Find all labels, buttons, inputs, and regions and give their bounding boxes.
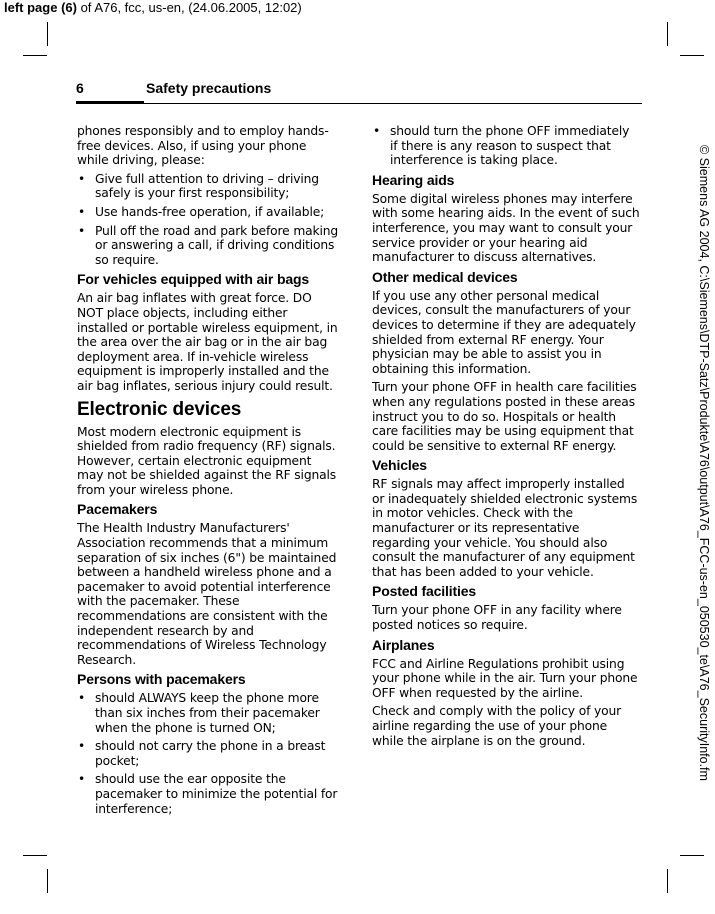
- print-header-info: of A76, fcc, us-en, (24.06.2005, 12:02): [76, 0, 302, 15]
- hearing-aids-heading: Hearing aids: [372, 171, 455, 188]
- electronic-devices-heading: Electronic devices: [77, 398, 242, 420]
- posted-facilities-paragraph: Turn your phone OFF in any facility where posted notices so require.: [372, 603, 622, 633]
- crop-mark-top-left-vertical: [47, 22, 48, 46]
- airbags-heading: For vehicles equipped with air bags: [77, 271, 310, 288]
- persons-pacemakers-list: [77, 691, 341, 816]
- persons-pacemakers-list-continued: [372, 124, 640, 168]
- crop-mark-bottom-left-horizontal: [23, 855, 47, 856]
- airplanes-paragraph-2: Check and comply with the policy of your airline regarding the use of your phone while the airplane is on the ground.: [372, 704, 622, 748]
- list-item: • should turn the phone OFF immediately if there is any reason to suspect that interference is taking place.: [372, 124, 640, 168]
- page-title: Safety precautions: [146, 80, 272, 96]
- print-header: [4, 0, 302, 15]
- airbags-paragraph: An air bag inflates with great force. DO NOT place objects, including either installed or portable wireless equipment, in the area over the air bag or in the air bag deployment area. If in-vehicle wireless equipment is improperly installed and the air bag inflates, serious injury could result.: [77, 291, 338, 393]
- list-item: • Use hands-free operation, if available;: [77, 205, 341, 220]
- pacemakers-paragraph: The Health Industry Manufacturers' Association recommends that a minimum separation of six inches (6") be maintained between a handheld wireless phone and a pacemaker to avoid potential interference with the pacemaker. These recommendations are consistent with the independent research by and recommendations of Wireless Technology Research.: [77, 521, 337, 667]
- crop-mark-bottom-left-vertical: [47, 869, 48, 893]
- crop-mark-top-right-horizontal: [680, 55, 704, 56]
- airplanes-paragraph-1: FCC and Airline Regulations prohibit using your phone while in the air. Turn your phone OFF when requested by the airline.: [372, 656, 638, 700]
- header-rule-thick: [76, 101, 144, 104]
- airplanes-heading: Airplanes: [372, 636, 435, 653]
- crop-mark-bottom-right-horizontal: [680, 855, 704, 856]
- header-rule-thin: [144, 103, 642, 104]
- right-column: [372, 124, 640, 752]
- list-item: • should not carry the phone in a breast pocket;: [77, 739, 341, 768]
- crop-mark-top-right-vertical: [667, 22, 668, 46]
- side-note-copyright: © Siemens AG 2004, C:\Siemens\DTP-Satz\Produkte\A76\output\A76_FCC-us-en_050530_te\A76_SecurityInfo.fm: [697, 145, 711, 781]
- other-medical-paragraph-2: Turn your phone OFF in health care facilities when any regulations posted in these areas instruct you to do so. Hospitals or health care facilities may be using equipment that could be sensitive to external RF energy.: [372, 380, 637, 453]
- vehicles-heading: Vehicles: [372, 457, 427, 474]
- pacemakers-heading: Pacemakers: [77, 501, 158, 518]
- list-item: • should use the ear opposite the pacemaker to minimize the potential for interference;: [77, 772, 341, 816]
- print-header-page-label: left page (6): [4, 0, 77, 15]
- intro-paragraph: phones responsibly and to employ hands-free devices. Also, if using your phone while driving, please:: [77, 124, 329, 168]
- posted-facilities-heading: Posted facilities: [372, 583, 477, 600]
- page-number: 6: [76, 80, 84, 96]
- driving-list: [77, 172, 341, 268]
- persons-pacemakers-heading: Persons with pacemakers: [77, 671, 246, 688]
- list-item: • Give full attention to driving – driving safely is your first responsibility;: [77, 172, 341, 201]
- crop-mark-bottom-right-vertical: [667, 869, 668, 893]
- list-item: • should ALWAYS keep the phone more than six inches from their pacemaker when the phone is turned ON;: [77, 691, 341, 735]
- electronic-devices-paragraph: Most modern electronic equipment is shielded from radio frequency (RF) signals. However, certain electronic equipment may not be shielded against the RF signals from your wireless phone.: [77, 424, 337, 497]
- other-medical-paragraph-1: If you use any other personal medical devices, consult the manufacturers of your devices to determine if they are adequately shielded from external RF energy. Your physician may be able to assist you in obtaining this information.: [372, 288, 636, 376]
- left-column: [77, 124, 341, 820]
- other-medical-heading: Other medical devices: [372, 268, 518, 285]
- list-item: • Pull off the road and park before making or answering a call, if driving conditions so require.: [77, 224, 341, 268]
- vehicles-paragraph: RF signals may affect improperly installed or inadequately shielded electronic systems in motor vehicles. Check with the manufacturer or its representative regarding your vehicle. You should also consult the manufacturer of any equipment that has been added to your vehicle.: [372, 477, 638, 579]
- crop-mark-top-left-horizontal: [23, 55, 47, 56]
- hearing-aids-paragraph: Some digital wireless phones may interfere with some hearing aids. In the event of such interference, you may want to consult your service provider or your hearing aid manufacturer to discuss alternatives.: [372, 191, 640, 265]
